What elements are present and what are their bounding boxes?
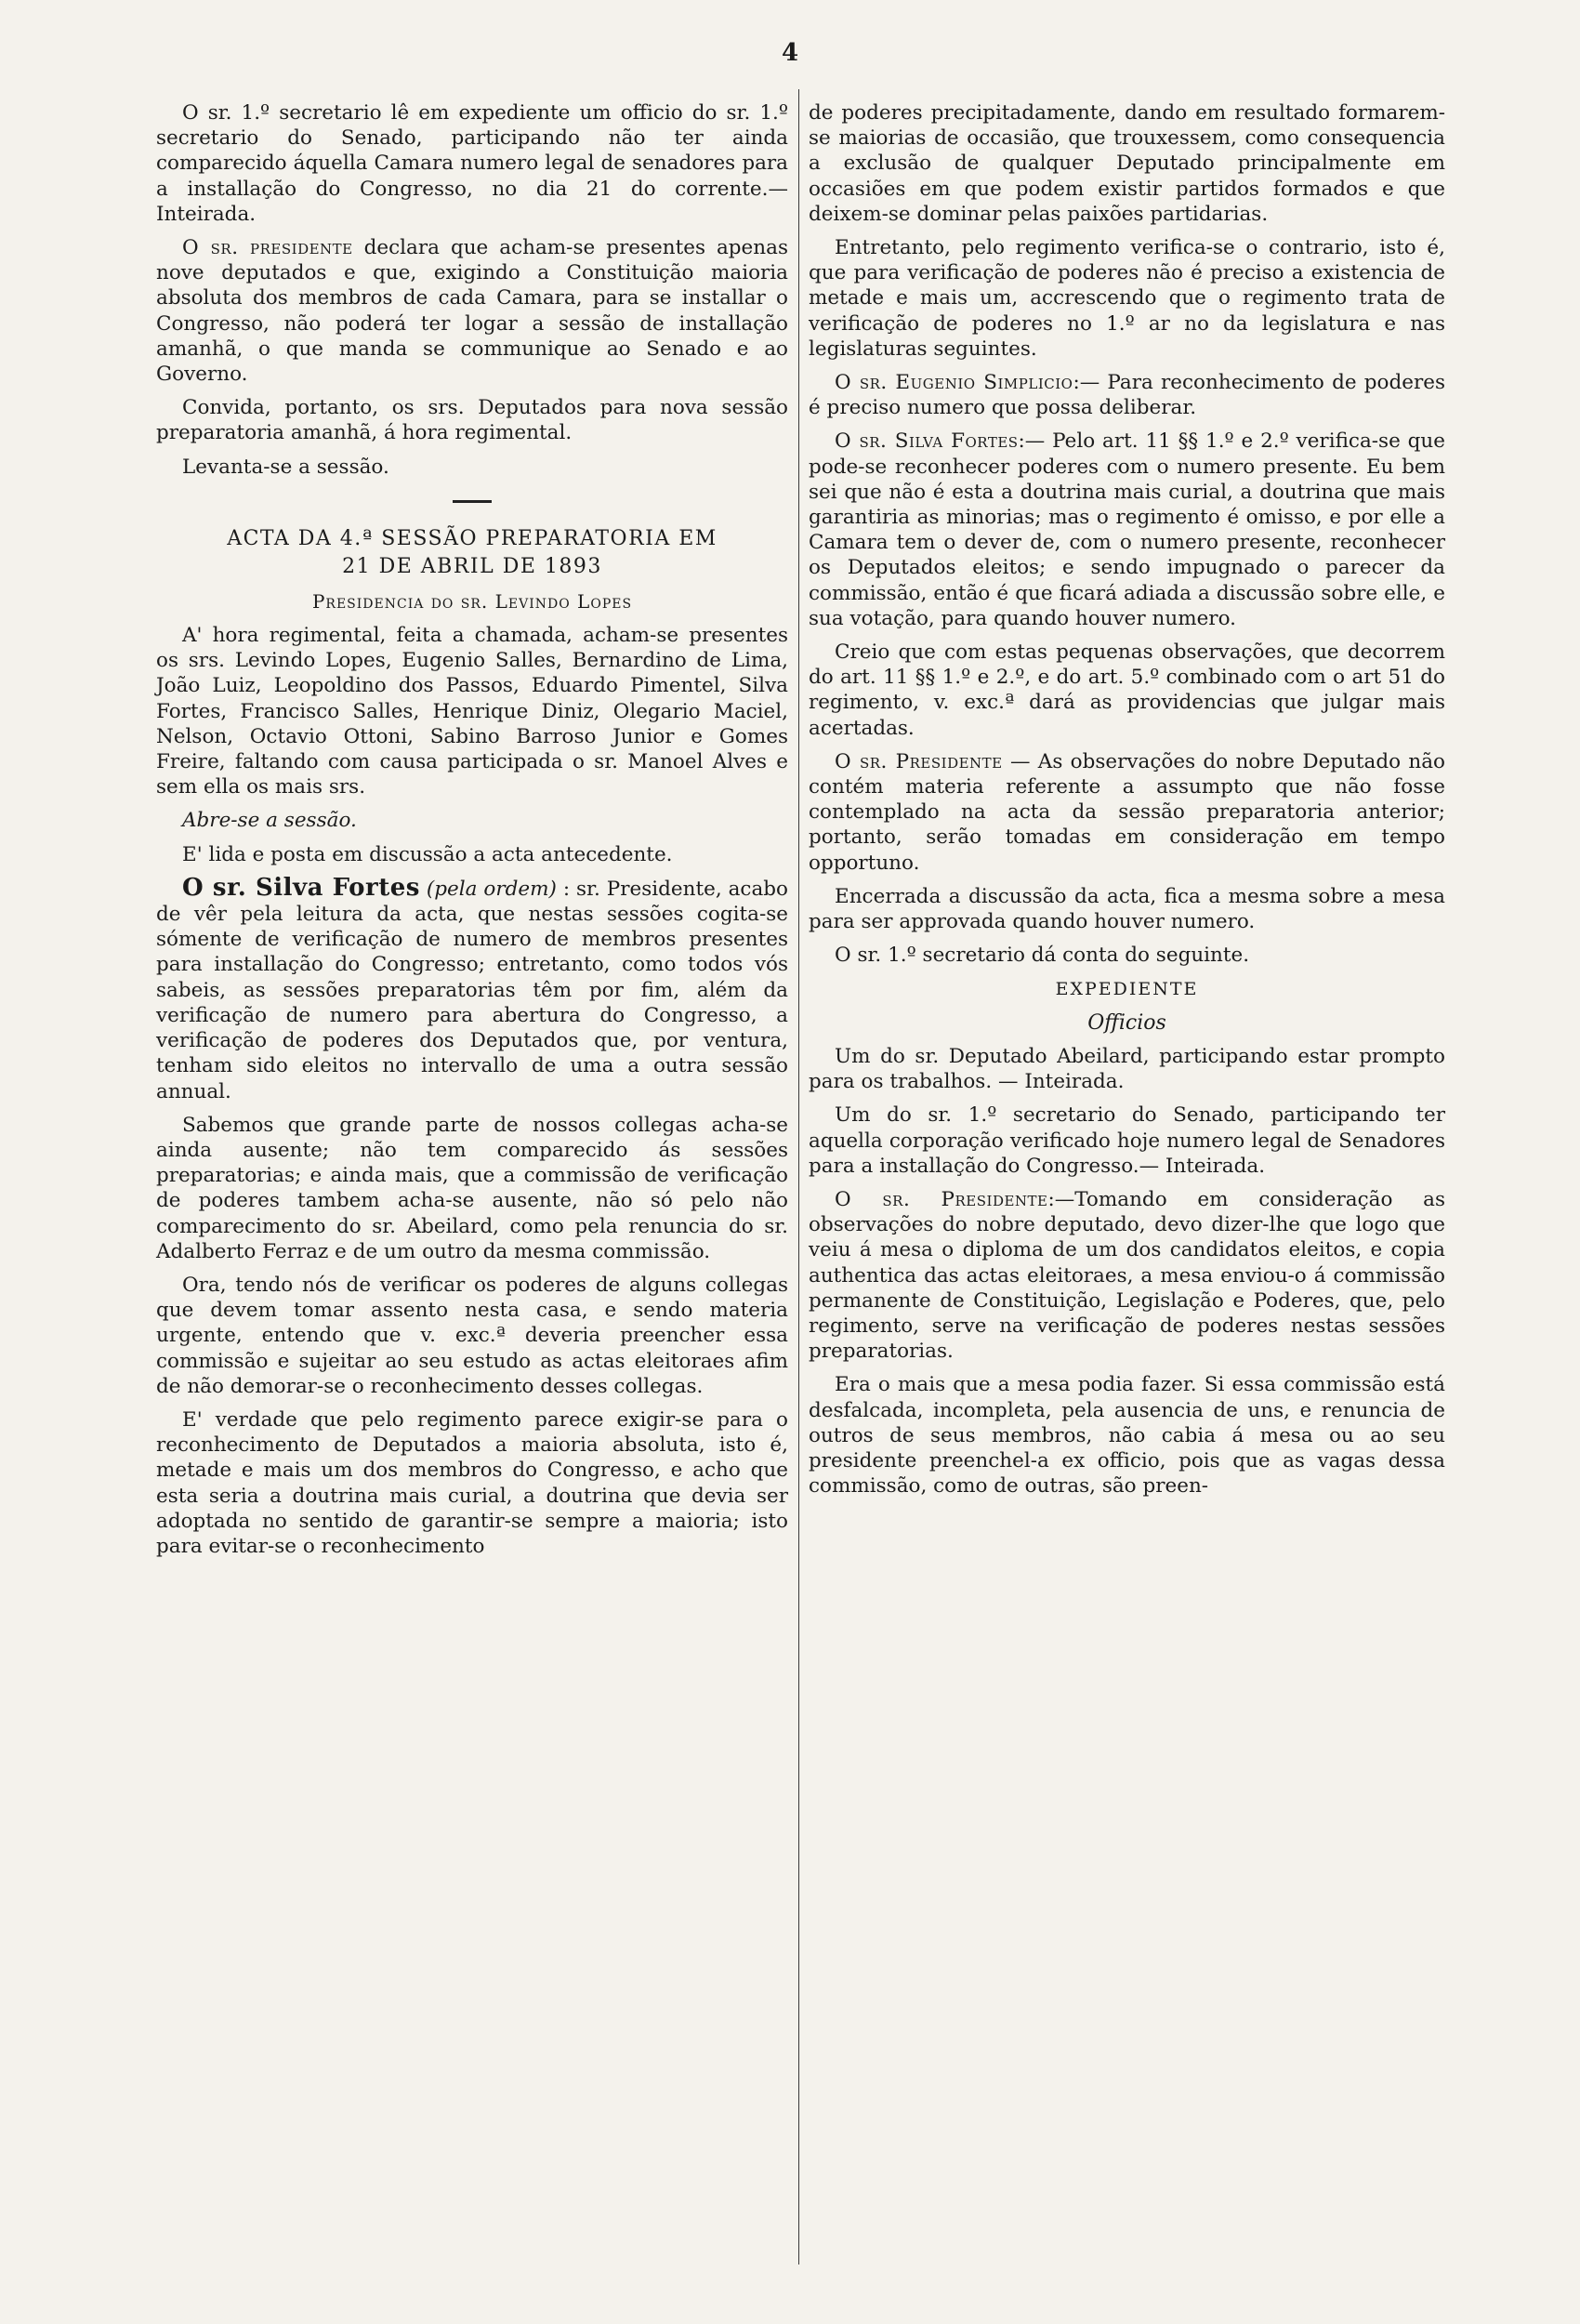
paragraph: Abre-se a sessão.: [182, 809, 357, 833]
page-number: 4: [781, 39, 799, 67]
paragraph: de poderes precipitadamente, dando em resultado formarem-se maiorias de occasião, que trouxessem, como consequencia a exclusão de qualquer Deputado principalmente em occasiões em que podem existir partidos formados e que deixem-se dominar pelas paixões partidarias.: [809, 101, 1445, 226]
speaker-name: O sr. Eugenio Simplicio: [835, 371, 1073, 395]
paragraph: Um do sr. 1.º secretario do Senado, participando ter aquella corporação verificado hoje numero legal de Senadores para a installação do Congresso.— Inteirada.: [809, 1103, 1445, 1178]
speech-text: :— Pelo art. 11 §§ 1.º e 2.º verifica-se que pode-se reconhecer poderes com o numero presente. Eu bem sei que não é esta a doutrina mais curial, a doutrina que mais garantiria as minorias; mas o regimento é omisso, e por elle a Camara tem o dever de, com o numero presente, reconhecer os Deputados eleitos; e sendo impugnado o parecer da commissão, então é que ficará adiada a discussão sobre elle, e sua votação, para quando houver numero.: [809, 429, 1445, 630]
paragraph: E' lida e posta em discussão a acta antecedente.: [182, 842, 673, 866]
acta-title-line1: ACTA DA 4.ª SESSÃO PREPARATORIA EM: [227, 526, 718, 550]
paragraph: E' verdade que pelo regimento parece exigir-se para o reconhecimento de Deputados a maioria absoluta, isto é, metade e mais um dos membros do Congresso, e acho que esta seria a doutrina mais curial, a doutrina que devia ser adoptada no sentido de garantir-se sempre a maioria; isto para evitar-se o reconhecimento: [156, 1407, 788, 1558]
speaker-name: O sr. Silva Fortes: [835, 429, 1019, 454]
paragraph: O sr. 1.º secretario dá conta do seguinte.: [835, 944, 1250, 968]
speaker-name: O sr. Presidente: [835, 749, 1003, 773]
paragraph: [156, 873, 788, 1104]
speech-note: (pela ordem): [426, 877, 557, 901]
paragraph: Ora, tendo nós de verificar os poderes de alguns collegas que devem tomar assento nesta casa, e sendo materia urgente, entendo que v. exc.ª deveria preencher essa commissão e sujeitar ao seu estudo as actas eleitoraes afim de não demorar-se o reconhecimento desses collegas.: [156, 1273, 788, 1398]
speech-text: declara que acham-se presentes apenas nove deputados e que, exigindo a Constituição maioria absoluta dos membros de cada Camara, para se installar o Congresso, não poderá ter logar a sessão de installação amanhã, o que manda se communique ao Senado e ao Governo.: [156, 236, 788, 387]
left-column: [156, 100, 788, 1567]
paragraph: Creio que com estas pequenas observações, que decorrem do art. 11 §§ 1.º e 2.º, e do art. 5.º combinado com o art 51 do regimento, v. exc.ª dará as providencias que julgar mais acertadas.: [809, 640, 1445, 740]
paragraph: A' hora regimental, feita a chamada, acham-se presentes os srs. Levindo Lopes, Eugenio Salles, Bernardino de Lima, João Luiz, Leopoldino dos Passos, Eduardo Pimentel, Silva Fortes, Francisco Salles, Henrique Diniz, Olegario Maciel, Nelson, Octavio Ottoni, Sabino Barroso Junior e Gomes Freire, faltando com causa participada o sr. Manoel Alves e sem ella os mais srs.: [156, 624, 788, 799]
speaker-name: O sr. Presidente: [835, 1187, 1048, 1211]
speaker-name: O sr. Silva Fortes: [182, 873, 420, 902]
paragraph: [809, 370, 1445, 420]
column-divider: [798, 89, 799, 2265]
speech-text: :—Tomando em consideração as observações do nobre deputado, devo dizer-lhe que logo que veiu á mesa o diploma de um dos candidatos eleitos, e copia authentica das actas eleitoraes, a mesa enviou-o á commissão permanente de Constituição, Legislação e Poderes, que, pelo regimento, serve na verificação de poderes nestas sessões preparatorias.: [809, 1187, 1445, 1364]
speaker-name: O sr. presidente: [182, 236, 353, 260]
paragraph: Era o mais que a mesa podia fazer. Si essa commissão está desfalcada, incompleta, pela ausencia de uns, e renuncia de outros de seus membros, não cabia á mesa ou ao seu presidente preenchel-a ex officio, pois que as vagas dessa commissão, como de outras, são preen-: [809, 1373, 1445, 1499]
paragraph: Encerrada a discussão da acta, fica a mesma sobre a mesa para ser approvada quando houver numero.: [809, 884, 1445, 934]
paragraph: [809, 749, 1445, 876]
acta-title: [156, 525, 788, 581]
acta-title-line2: 21 DE ABRIL DE 1893: [342, 554, 602, 578]
speech-text: — As observações do nobre Deputado não contém materia referente a assumpto que não fosse contemplado na acta da sessão preparatoria anterior; portanto, serão tomadas em consideração em tempo opportuno.: [809, 749, 1445, 875]
paragraph: Convida, portanto, os srs. Deputados para nova sessão preparatoria amanhã, á hora regimental.: [156, 396, 788, 445]
speech-text: : sr. Presidente, acabo de vêr pela leitura da acta, que nestas sessões cogita-se sómente de verificação de numero de membros presentes para installação do Congresso; entretanto, como todos vós sabeis, as sessões preparatorias têm por fim, além da verificação de numero para abertura do Congresso, a verificação de poderes dos Deputados que, por ventura, tenham sido eleitos no intervallo de uma a outra sessão annual.: [156, 877, 788, 1103]
paragraph: Entretanto, pelo regimento verifica-se o contrario, isto é, que para verificação de poderes não é preciso a existencia de metade e mais um, accrescendo que o regimento trata de verificação de poderes no 1.º ar no da legislatura e nas legislaturas seguintes.: [809, 236, 1445, 361]
right-column: [809, 100, 1445, 1507]
speech-text: :— Para reconhecimento de poderes é preciso numero que possa deliberar.: [809, 371, 1445, 420]
paragraph: O sr. 1.º secretario lê em expediente um officio do sr. 1.º secretario do Senado, participando não ter ainda comparecido áquella Camara numero legal de senadores para a installação do Congresso, no dia 21 do corrente.— Inteirada.: [156, 101, 788, 226]
paragraph: [809, 429, 1445, 631]
paragraph: Levanta-se a sessão.: [182, 455, 389, 479]
paragraph: Um do sr. Deputado Abeilard, participando estar prompto para os trabalhos. — Inteirada.: [809, 1044, 1445, 1094]
expediente-heading: EXPEDIENTE: [1055, 978, 1199, 999]
paragraph: Sabemos que grande parte de nossos collegas acha-se ainda ausente; não tem comparecido ás sessões preparatorias; e ainda mais, que a commissão de verificação de poderes tambem acha-se ausente, não só pelo não comparecimento do sr. Abeilard, como pela renuncia do sr. Adalberto Ferraz e de um outro da mesma commissão.: [156, 1113, 788, 1263]
officios-heading: Officios: [1087, 1010, 1166, 1035]
section-separator: [453, 500, 492, 503]
presidency-heading: Presidencia do sr. Levindo Lopes: [311, 589, 633, 613]
paragraph: [156, 235, 788, 387]
paragraph: [809, 1187, 1445, 1364]
